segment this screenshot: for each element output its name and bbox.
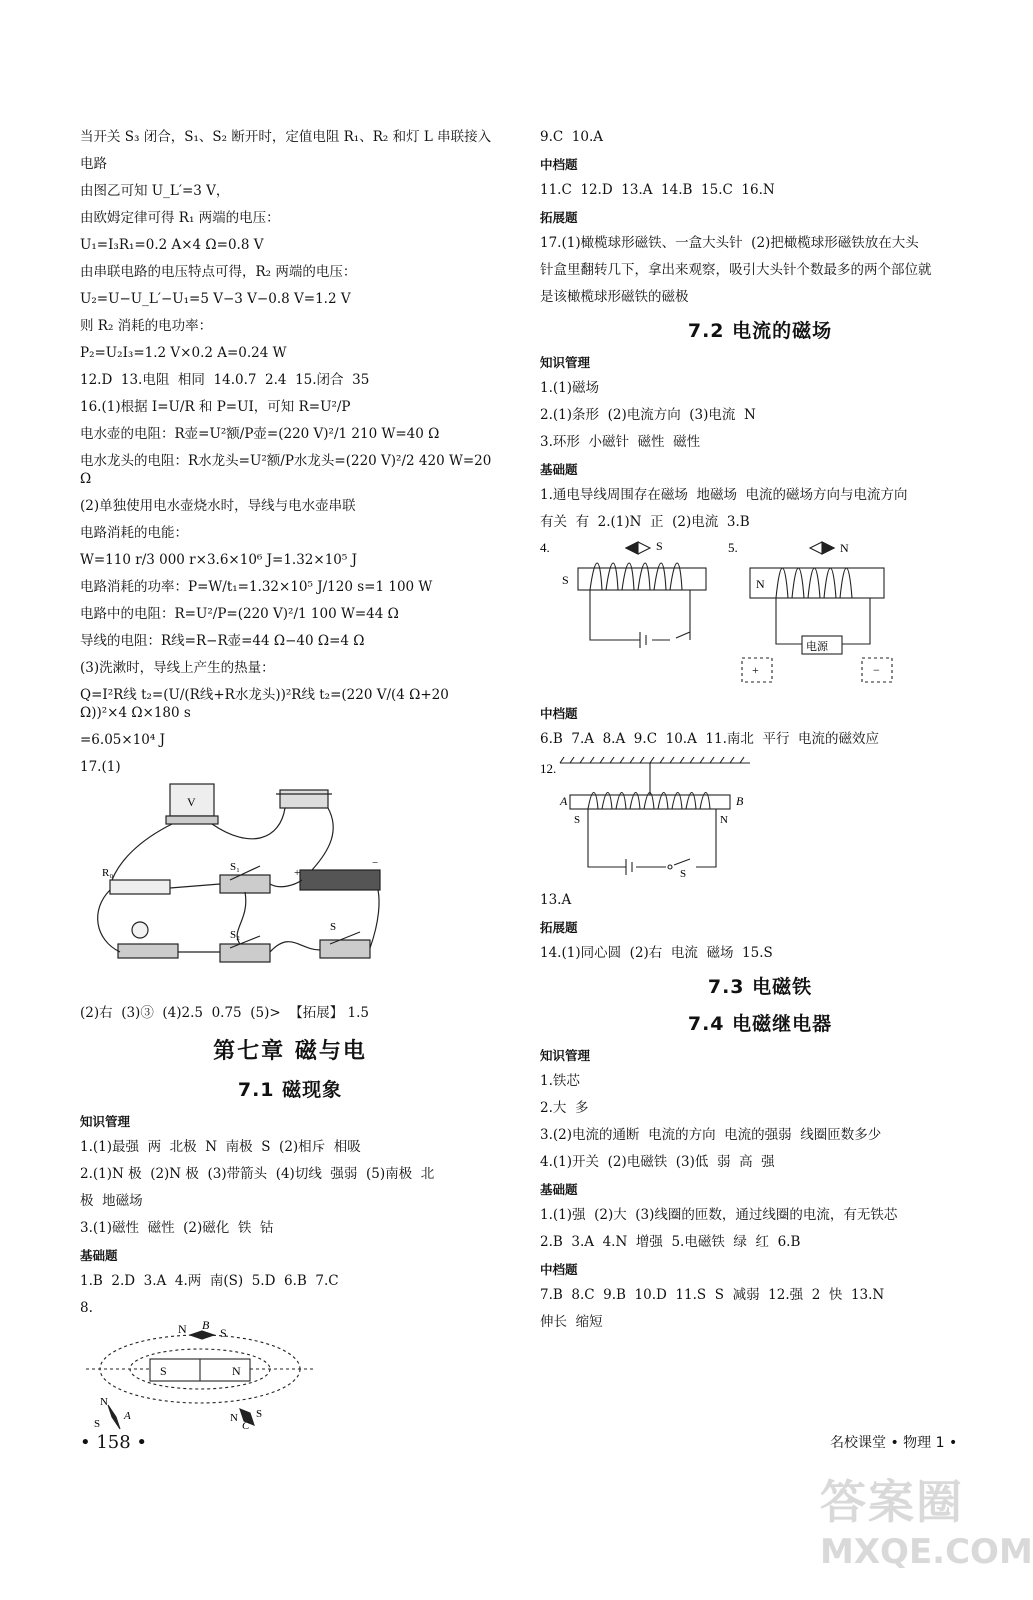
knowledge-72-line: 2.(1)条形 (2)电流方向 (3)电流 N xyxy=(540,407,756,423)
mid-74-line: 伸长 缩短 xyxy=(540,1314,603,1330)
figure-8 xyxy=(80,1318,500,1435)
knowledge-74-line: 1.铁芯 xyxy=(540,1073,580,1089)
r0-label: R₀ xyxy=(102,867,114,879)
heading-ext: 拓展题 xyxy=(540,210,578,225)
battery-plus: + xyxy=(294,867,301,879)
fig5-needle-n: N xyxy=(840,541,849,555)
power-plus: + xyxy=(752,663,759,677)
knowledge-72-line: 3.环形 小磁针 磁性 磁性 xyxy=(540,434,701,450)
figure-12 xyxy=(540,757,980,881)
power-label: 电源 xyxy=(806,641,828,653)
knowledge-74-line: 4.(1)开关 (2)电磁铁 (3)低 弱 高 强 xyxy=(540,1154,775,1170)
watermark-logo: 答案圈 xyxy=(820,1475,964,1529)
knowledge-line: 2.(1)N 极 (2)N 极 (3)带箭头 (4)切线 强弱 (5)南极 北 xyxy=(80,1166,435,1182)
solution-line: 导线的电阻：R线=R−R壶=44 Ω−40 Ω=4 Ω xyxy=(80,633,365,649)
fig8-a-n: N xyxy=(100,1396,108,1408)
fig12-s: S xyxy=(574,814,581,826)
solution-line: 电水壶的电阻：R壶=U²额/P壶=(220 V)²/1 210 W=40 Ω xyxy=(80,426,440,442)
knowledge-72-line: 1.(1)磁场 xyxy=(540,380,600,396)
solution-line: 电路消耗的电能： xyxy=(80,525,188,541)
watermark-url: MXQE.COM xyxy=(820,1532,1033,1572)
solution-line: 由图乙可知 U_L′=3 V， xyxy=(80,183,230,199)
right-column xyxy=(540,128,980,1340)
circuit-figure xyxy=(80,780,500,994)
heading-knowledge-74: 知识管理 xyxy=(540,1048,591,1063)
fig8-a-s: S xyxy=(94,1418,101,1430)
fig8-bar-n: N xyxy=(232,1364,241,1378)
fig4-coil-s: S xyxy=(562,573,569,587)
basic-74-lines xyxy=(540,1206,980,1251)
solution-line: 电水龙头的电阻：R水龙头=U²额/P水龙头=(220 V)²/2 420 W=20 Ω xyxy=(80,453,496,487)
battery-minus: − xyxy=(372,857,379,869)
knowledge-74-line: 3.(2)电流的通断 电流的方向 电流的强弱 线圈匝数多少 xyxy=(540,1127,882,1143)
q5-label: 5. xyxy=(728,540,738,555)
heading-basic-72: 基础题 xyxy=(540,462,578,477)
fig8-c-s: S xyxy=(256,1408,263,1420)
solution-line: 16.(1)根据 I=U/R 和 P=UI，可知 R=U²/P xyxy=(80,399,351,415)
q12-label: 12. xyxy=(540,761,557,776)
section-7-2: 7.2 电流的磁场 xyxy=(687,320,833,342)
fig12-a: A xyxy=(560,794,568,808)
fig8-bar-s: S xyxy=(160,1364,167,1378)
page-number: • 158 • xyxy=(80,1432,148,1453)
knowledge-line: 3.(1)磁性 磁性 (2)磁化 铁 钴 xyxy=(80,1220,274,1236)
q17-label: 17.(1) xyxy=(80,759,121,775)
figure-4-5 xyxy=(540,540,980,694)
solution-line: U₂=U−U_L′−U₁=5 V−3 V−0.8 V=1.2 V xyxy=(80,291,351,307)
solution-line: =6.05×10⁴ J xyxy=(80,732,165,748)
fig4-needle-s: S xyxy=(656,539,663,553)
heading-basic: 基础题 xyxy=(80,1248,118,1263)
solution-line: W=110 r/3 000 r×3.6×10⁶ J=1.32×10⁵ J xyxy=(80,552,358,568)
left-column xyxy=(80,128,500,1445)
solution-line: P₂=U₂I₃=1.2 V×0.2 A=0.24 W xyxy=(80,345,287,361)
s1-label: S₁ xyxy=(230,861,240,873)
basic-74-line: 1.(1)强 (2)大 (3)线圈的匝数，通过线圈的电流，有无铁芯 xyxy=(540,1207,898,1223)
fig12-b: B xyxy=(736,794,744,808)
s2-label: S₂ xyxy=(230,929,240,941)
mid-74-line: 7.B 8.C 9.B 10.D 11.S S 减弱 12.强 2 快 13.N xyxy=(540,1287,885,1303)
fig8-c-n: N xyxy=(230,1412,238,1424)
mid-74-lines xyxy=(540,1286,980,1331)
q17-line: 是该橄榄球形磁铁的磁极 xyxy=(540,289,689,305)
solution-line: 12.D 13.电阻 相同 14.0.7 2.4 15.闭合 35 xyxy=(80,372,370,388)
heading-mid-74: 中档题 xyxy=(540,1262,578,1277)
basic-72-line: 有关 有 2.(1)N 正 (2)电流 3.B xyxy=(540,514,750,530)
basic-72-lines xyxy=(540,486,980,531)
fig8-c: C xyxy=(242,1420,250,1432)
q17-answers: (2)右 (3)③ (4)2.5 0.75 (5)> 【拓展】 1.5 xyxy=(80,1005,370,1021)
answers-14-15: 14.(1)同心圆 (2)右 电流 磁场 15.S xyxy=(540,945,773,961)
heading-mid-72: 中档题 xyxy=(540,706,578,721)
solution-line: 由串联电路的电压特点可得，R₂ 两端的电压： xyxy=(80,264,357,280)
fig5-coil-n: N xyxy=(756,577,765,591)
solution-line: (2)单独使用电水壶烧水时，导线与电水壶串联 xyxy=(80,498,356,514)
fig8-a: A xyxy=(124,1410,131,1422)
knowledge-line: 1.(1)最强 两 北极 N 南极 S (2)相斥 相吸 xyxy=(80,1139,361,1155)
solution-line: 则 R₂ 消耗的电功率： xyxy=(80,318,213,334)
chapter-title: 第七章 磁与电 xyxy=(213,1039,367,1064)
q17-text xyxy=(540,234,980,306)
fig12-n: N xyxy=(720,814,728,826)
basic-72-line: 1.通电导线周围存在磁场 地磁场 电流的磁场方向与电流方向 xyxy=(540,487,908,503)
basic-74-line: 2.B 3.A 4.N 增强 5.电磁铁 绿 红 6.B xyxy=(540,1234,801,1250)
heading-ext-72: 拓展题 xyxy=(540,920,578,935)
heading-mid: 中档题 xyxy=(540,157,578,172)
section-7-4: 7.4 电磁继电器 xyxy=(687,1013,833,1035)
fig8-s-top: S xyxy=(220,1326,227,1340)
solution-line: 由欧姆定律可得 R₁ 两端的电压： xyxy=(80,210,280,226)
knowledge-line: 极 地磁场 xyxy=(80,1193,143,1209)
basic-answers: 1.B 2.D 3.A 4.两 南(S) 5.D 6.B 7.C xyxy=(80,1273,339,1289)
fig8-b: B xyxy=(202,1318,210,1332)
q4-label: 4. xyxy=(540,540,550,555)
knowledge-74-lines xyxy=(540,1072,980,1171)
solution-line: Q=I²R线 t₂=(U/(R线+R水龙头))²R线 t₂=(220 V/(4 Ω+20 Ω))²×4 Ω×180 s xyxy=(80,687,454,721)
answers-9-10: 9.C 10.A xyxy=(540,129,604,145)
voltmeter-label: V xyxy=(187,795,196,809)
solution-line: 电路中的电阻：R=U²/P=(220 V)²/1 100 W=44 Ω xyxy=(80,606,399,622)
s-switch-label: S xyxy=(330,921,337,933)
solution-line: 电路 xyxy=(80,156,107,172)
heading-knowledge: 知识管理 xyxy=(80,1114,131,1129)
knowledge-72-lines xyxy=(540,379,980,451)
solution-line: (3)洗漱时，导线上产生的热量： xyxy=(80,660,275,676)
fig8-n-top: N xyxy=(178,1322,187,1336)
knowledge-lines xyxy=(80,1138,500,1237)
mid-72-answers: 6.B 7.A 8.A 9.C 10.A 11.南北 平行 电流的磁效应 xyxy=(540,731,880,747)
q17-line: 针盒里翻转几下，拿出来观察，吸引大头针个数最多的两个部位就 xyxy=(540,262,932,278)
power-minus: − xyxy=(873,663,880,677)
solution-line: U₁=I₃R₁=0.2 A×4 Ω=0.8 V xyxy=(80,237,264,253)
mid-answers: 11.C 12.D 13.A 14.B 15.C 16.N xyxy=(540,182,775,198)
solution-line: 电路消耗的功率：P=W/t₁=1.32×10⁵ J/120 s=1 100 W xyxy=(80,579,433,595)
q17-line: 17.(1)橄榄球形磁铁、一盒大头针 (2)把橄榄球形磁铁放在大头 xyxy=(540,235,919,251)
footer-book-title: 名校课堂 • 物理 1 • xyxy=(830,1435,958,1451)
q8-label: 8. xyxy=(80,1300,93,1316)
fig12-switch: S xyxy=(680,868,687,880)
heading-basic-74: 基础题 xyxy=(540,1182,578,1197)
solution-lines xyxy=(80,128,500,749)
section-7-1: 7.1 磁现象 xyxy=(237,1079,343,1101)
heading-knowledge-72: 知识管理 xyxy=(540,355,591,370)
answer-13: 13.A xyxy=(540,892,572,908)
knowledge-74-line: 2.大 多 xyxy=(540,1100,589,1116)
solution-line: 当开关 S₃ 闭合，S₁、S₂ 断开时，定值电阻 R₁、R₂ 和灯 L 串联接入 xyxy=(80,129,492,145)
section-7-3: 7.3 电磁铁 xyxy=(707,976,813,998)
